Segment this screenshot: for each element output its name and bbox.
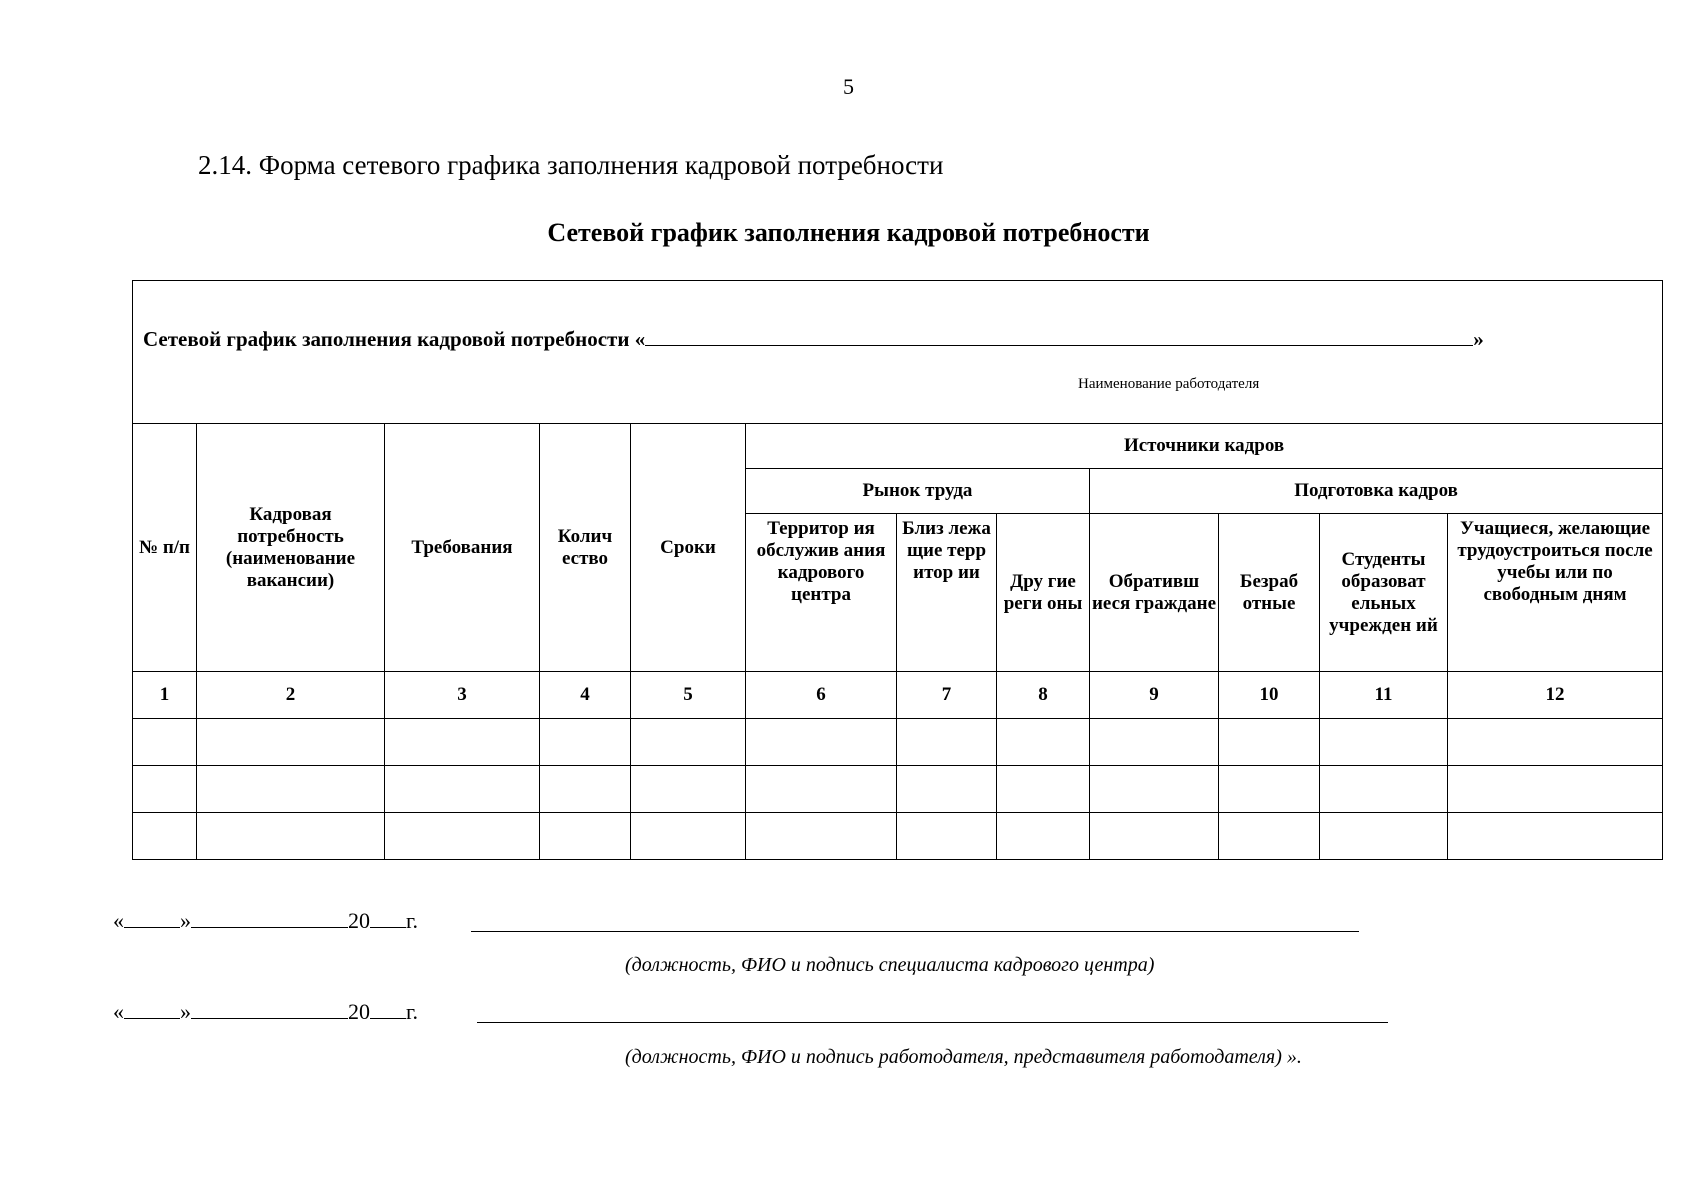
table-cell[interactable] [897, 766, 997, 813]
header-suffix: » [1473, 327, 1484, 351]
column-numbers-row [133, 672, 1663, 719]
table-cell[interactable] [1448, 766, 1663, 813]
table-cell[interactable] [1219, 766, 1320, 813]
column-number: 11 [1320, 672, 1448, 719]
quote-open: « [113, 999, 124, 1024]
col-header-need: Кадровая потребность (наименование вакансии) [197, 424, 385, 672]
table-cell[interactable] [540, 766, 631, 813]
col-header-requirements: Требования [385, 424, 540, 672]
table-cell[interactable] [997, 813, 1090, 860]
employer-name-line [143, 325, 1484, 350]
year-blank[interactable] [370, 909, 406, 928]
page-number: 5 [843, 74, 854, 99]
month-blank[interactable] [191, 1000, 348, 1019]
table-cell[interactable] [631, 766, 746, 813]
group-header-sources: Источники кадров [746, 424, 1663, 469]
year-prefix: 20 [348, 999, 370, 1024]
column-number: 1 [133, 672, 197, 719]
table-cell[interactable] [133, 766, 197, 813]
table-cell[interactable] [385, 766, 540, 813]
table-cell[interactable] [1090, 766, 1219, 813]
col-header-no: № п/п [133, 424, 197, 672]
table-cell[interactable] [197, 719, 385, 766]
table-cell[interactable] [997, 766, 1090, 813]
group-header-training: Подготовка кадров [1090, 469, 1663, 514]
table-cell[interactable] [385, 813, 540, 860]
year-suffix: г. [406, 908, 419, 933]
year-prefix: 20 [348, 908, 370, 933]
table-cell[interactable] [897, 813, 997, 860]
employer-name-blank [645, 325, 1473, 346]
table-cell[interactable] [1448, 813, 1663, 860]
table-cell[interactable] [197, 813, 385, 860]
quote-open: « [113, 908, 124, 933]
table-cell[interactable] [997, 719, 1090, 766]
date-field-employer[interactable] [113, 999, 418, 1025]
year-blank[interactable] [370, 1000, 406, 1019]
table-cell[interactable] [746, 719, 897, 766]
table-cell[interactable] [133, 813, 197, 860]
signature-line-employer[interactable] [477, 1022, 1388, 1023]
column-number: 3 [385, 672, 540, 719]
table-row [133, 766, 1663, 813]
document-title: Сетевой график заполнения кадровой потребности [547, 218, 1150, 247]
col-header-territory: Территор ия обслужив ания кадрового центра [746, 514, 897, 672]
table-cell[interactable] [1320, 813, 1448, 860]
col-header-pupils: Учащиеся, желающие трудоустроиться после учебы или по свободным дням [1448, 514, 1663, 672]
table-cell[interactable] [631, 813, 746, 860]
date-field-specialist[interactable] [113, 908, 418, 934]
day-blank[interactable] [124, 1000, 180, 1019]
col-header-terms: Сроки [631, 424, 746, 672]
column-number: 8 [997, 672, 1090, 719]
group-header-market: Рынок труда [746, 469, 1090, 514]
column-number: 5 [631, 672, 746, 719]
header-prefix: Сетевой график заполнения кадровой потребности « [143, 327, 646, 351]
caption-employer: (должность, ФИО и подпись работодателя, представителя работодателя) ». [625, 1046, 1302, 1068]
table-cell[interactable] [1090, 719, 1219, 766]
column-number: 2 [197, 672, 385, 719]
column-number: 6 [746, 672, 897, 719]
quote-close: » [180, 908, 191, 933]
col-header-quantity: Колич ество [540, 424, 631, 672]
column-number: 7 [897, 672, 997, 719]
col-header-unemployed: Безраб отные [1219, 514, 1320, 672]
table-cell[interactable] [197, 766, 385, 813]
table-cell[interactable] [897, 719, 997, 766]
table-cell[interactable] [1320, 719, 1448, 766]
col-header-applied: Обративш иеся граждане [1090, 514, 1219, 672]
table-cell[interactable] [1090, 813, 1219, 860]
table-cell[interactable] [746, 766, 897, 813]
table-cell[interactable] [1219, 813, 1320, 860]
table-cell[interactable] [540, 719, 631, 766]
table-cell[interactable] [746, 813, 897, 860]
caption-specialist: (должность, ФИО и подпись специалиста кадрового центра) [625, 954, 1155, 976]
table-cell[interactable] [1320, 766, 1448, 813]
table-row [133, 813, 1663, 860]
month-blank[interactable] [191, 909, 348, 928]
day-blank[interactable] [124, 909, 180, 928]
column-number: 4 [540, 672, 631, 719]
table-cell[interactable] [385, 719, 540, 766]
table-header-cell [133, 281, 1663, 424]
column-number: 9 [1090, 672, 1219, 719]
table-cell[interactable] [540, 813, 631, 860]
year-suffix: г. [406, 999, 419, 1024]
column-number: 12 [1448, 672, 1663, 719]
table-row [133, 719, 1663, 766]
quote-close: » [180, 999, 191, 1024]
col-header-other-regions: Дру гие реги оны [997, 514, 1090, 672]
employer-name-caption: Наименование работодателя [1078, 376, 1260, 392]
column-number: 10 [1219, 672, 1320, 719]
table-cell[interactable] [1219, 719, 1320, 766]
section-title: 2.14. Форма сетевого графика заполнения кадровой потребности [198, 150, 944, 180]
table-cell[interactable] [631, 719, 746, 766]
table-cell[interactable] [1448, 719, 1663, 766]
table-cell[interactable] [133, 719, 197, 766]
signature-line-specialist[interactable] [471, 931, 1359, 932]
col-header-students: Студенты образоват ельных учрежден ий [1320, 514, 1448, 672]
col-header-nearby: Близ лежа щие терр итор ии [897, 514, 997, 672]
staffing-schedule-table [132, 280, 1663, 860]
